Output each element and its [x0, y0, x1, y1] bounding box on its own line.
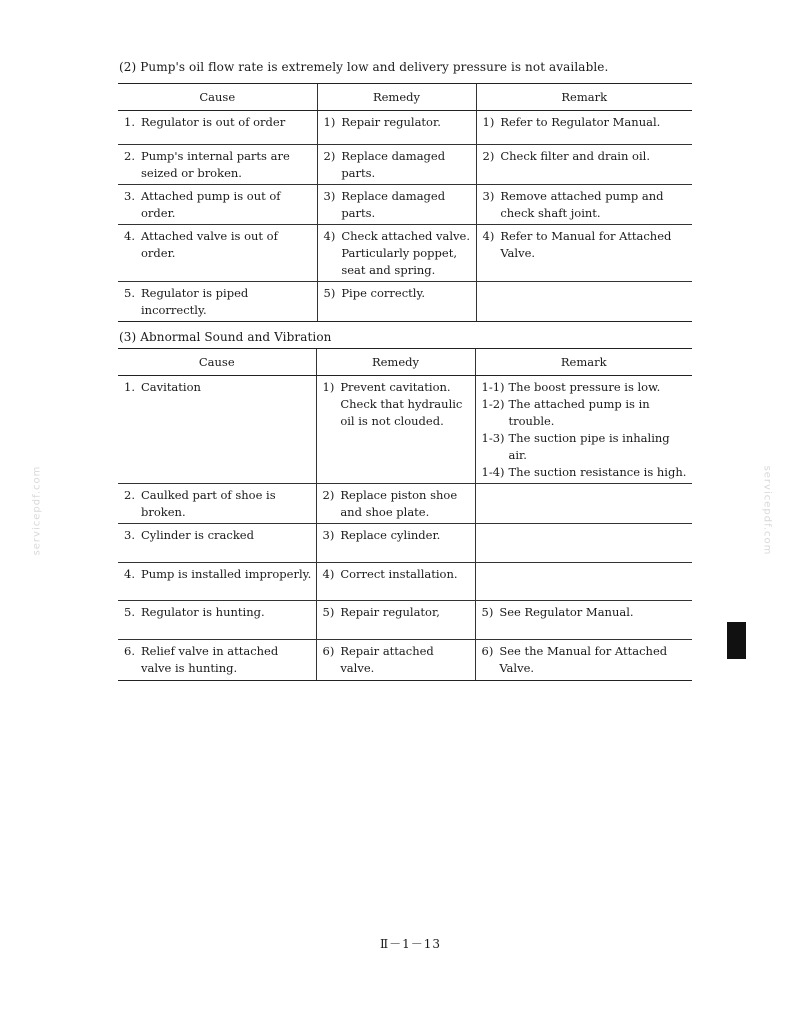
remark-cell: 4) Refer to Manual for Attached Valve. — [476, 225, 692, 282]
section-3-title: (3) Abnormal Sound and Vibration — [119, 330, 332, 344]
page-tab-marker — [727, 622, 746, 659]
table-header-row — [118, 84, 692, 111]
table-row — [118, 524, 692, 563]
remark-cell — [475, 376, 692, 484]
table-row — [118, 601, 692, 640]
table-row — [118, 282, 692, 322]
remedy-cell: 6) Repair attached valve. — [316, 640, 475, 681]
cause-cell: 1. Regulator is out of order — [118, 111, 317, 145]
remedy-cell: 5) Pipe correctly. — [317, 282, 476, 322]
table-row — [118, 185, 692, 225]
cause-cell: 2. Caulked part of shoe is broken. — [118, 484, 316, 524]
remedy-cell: 3) Replace damaged parts. — [317, 185, 476, 225]
sound-vibration-troubleshooting-table — [118, 348, 692, 681]
cause-cell: 4. Pump is installed improperly. — [118, 563, 316, 601]
remark-cell — [475, 524, 692, 563]
remark-cell — [475, 484, 692, 524]
remark-cell: 6) See the Manual for Attached Valve. — [475, 640, 692, 681]
remedy-cell: 2) Replace piston shoe and shoe plate. — [316, 484, 475, 524]
page-number: Ⅱ－1－13 — [380, 937, 442, 951]
remedy-cell: 3) Replace cylinder. — [316, 524, 475, 563]
table-row — [118, 484, 692, 524]
table-row — [118, 640, 692, 681]
remedy-cell: 1) Repair regulator. — [317, 111, 476, 145]
remark-line: 1-3) The suction pipe is inhaling air. — [481, 431, 670, 462]
header-cause: Cause — [118, 349, 316, 376]
header-cause: Cause — [118, 84, 317, 111]
remedy-cell: 4) Correct installation. — [316, 563, 475, 601]
remark-cell: 1) Refer to Regulator Manual. — [476, 111, 692, 145]
remedy-cell: 5) Repair regulator, — [316, 601, 475, 640]
cause-cell: 2. Pump's internal parts are seized or broken. — [118, 145, 317, 185]
header-remark: Remark — [476, 84, 692, 111]
cause-cell: 5. Regulator is piped incorrectly. — [118, 282, 317, 322]
remedy-cell: 4) Check attached valve. Particularly poppet, seat and spring. — [317, 225, 476, 282]
table-row — [118, 376, 692, 484]
remark-cell — [475, 563, 692, 601]
remark-cell — [476, 282, 692, 322]
cause-cell: 6. Relief valve in attached valve is hunting. — [118, 640, 316, 681]
remark-cell: 3) Remove attached pump and check shaft joint. — [476, 185, 692, 225]
section-2-title: (2) Pump's oil flow rate is extremely low and delivery pressure is not available. — [119, 60, 609, 74]
table-row — [118, 225, 692, 282]
cause-cell: 3. Attached pump is out of order. — [118, 185, 317, 225]
table-row — [118, 111, 692, 145]
cause-cell: 4. Attached valve is out of order. — [118, 225, 317, 282]
remark-cell: 2) Check filter and drain oil. — [476, 145, 692, 185]
remark-cell: 5) See Regulator Manual. — [475, 601, 692, 640]
header-remedy: Remedy — [316, 349, 475, 376]
flow-rate-troubleshooting-table — [118, 83, 692, 322]
watermark-right: servicepdf.com — [761, 465, 773, 556]
table-row — [118, 145, 692, 185]
cause-cell: 5. Regulator is hunting. — [118, 601, 316, 640]
remark-line: 1-1) The boost pressure is low. — [481, 380, 661, 394]
header-remedy: Remedy — [317, 84, 476, 111]
remedy-cell: 2) Replace damaged parts. — [317, 145, 476, 185]
cause-cell: 3. Cylinder is cracked — [118, 524, 316, 563]
table-header-row — [118, 349, 692, 376]
remedy-cell: 1) Prevent cavitation. Check that hydraulic oil is not clouded. — [316, 376, 475, 484]
cause-cell: 1. Cavitation — [118, 376, 316, 484]
remark-line: 1-4) The suction resistance is high. — [481, 465, 687, 479]
table-row — [118, 563, 692, 601]
remark-line: 1-2) The attached pump is in trouble. — [481, 397, 650, 428]
header-remark: Remark — [475, 349, 692, 376]
watermark-left: servicepdf.com — [31, 465, 43, 556]
